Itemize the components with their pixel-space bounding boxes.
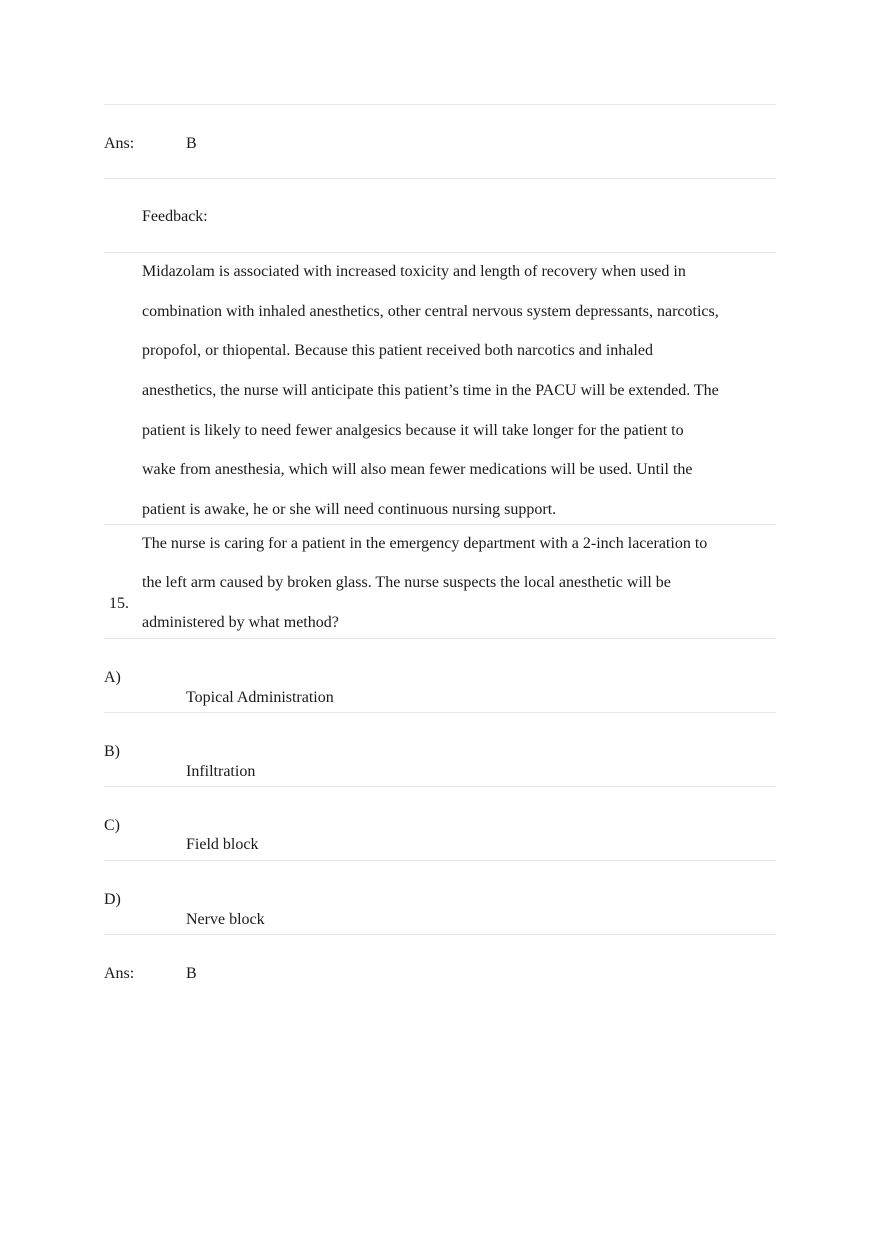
divider — [104, 638, 776, 639]
divider — [104, 934, 776, 935]
option-text: Infiltration — [186, 763, 256, 780]
question-stem-line: The nurse is caring for a patient in the emergency department with a 2-inch laceration to — [142, 535, 708, 552]
divider — [104, 786, 776, 787]
divider — [104, 712, 776, 713]
feedback-line: wake from anesthesia, which will also mean fewer medications will be used. Until the — [142, 461, 693, 478]
option-text: Nerve block — [186, 911, 265, 928]
divider — [104, 860, 776, 861]
divider — [104, 104, 776, 105]
option-text: Field block — [186, 836, 259, 853]
feedback-line: anesthetics, the nurse will anticipate this patient’s time in the PACU will be extended. The — [142, 382, 719, 399]
divider — [104, 524, 776, 525]
answer-value: B — [186, 135, 197, 152]
answer-label: Ans: — [104, 135, 135, 152]
option-letter: B) — [104, 743, 120, 760]
question-stem-line: administered by what method? — [142, 614, 339, 631]
feedback-line: patient is awake, he or she will need continuous nursing support. — [142, 501, 557, 518]
question-number: 15. — [109, 595, 129, 612]
question-stem-line: the left arm caused by broken glass. The nurse suspects the local anesthetic will be — [142, 574, 671, 591]
feedback-line: combination with inhaled anesthetics, other central nervous system depressants, narcotics, — [142, 303, 719, 320]
divider — [104, 252, 776, 253]
option-letter: C) — [104, 817, 120, 834]
feedback-line: propofol, or thiopental. Because this patient received both narcotics and inhaled — [142, 342, 653, 359]
option-letter: A) — [104, 669, 121, 686]
feedback-label: Feedback: — [142, 208, 208, 225]
divider — [104, 178, 776, 179]
answer-value: B — [186, 965, 197, 982]
option-letter: D) — [104, 891, 121, 908]
feedback-line: Midazolam is associated with increased toxicity and length of recovery when used in — [142, 263, 686, 280]
answer-label: Ans: — [104, 965, 135, 982]
feedback-line: patient is likely to need fewer analgesics because it will take longer for the patient to — [142, 422, 684, 439]
option-text: Topical Administration — [186, 689, 334, 706]
